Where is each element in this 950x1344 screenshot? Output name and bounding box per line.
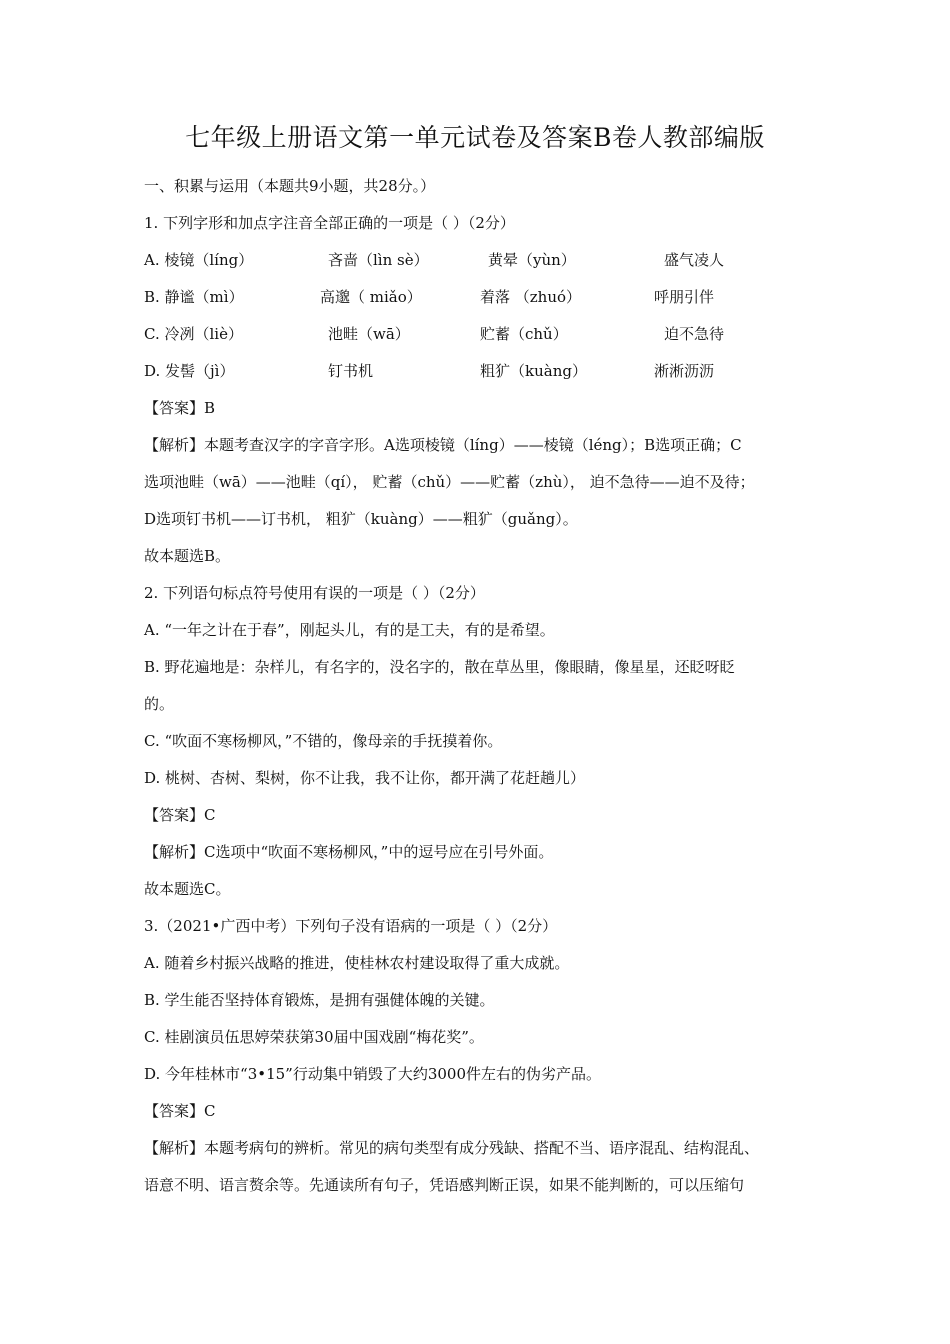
- q1-b-item-2: 高邈（ miǎo）: [320, 288, 422, 306]
- q1-analysis-line-2: 选项池畦（wā）——池畦（qí）， 贮蓄（chǔ）——贮蓄（zhù）， 迫不急待——迫不及待；: [144, 473, 755, 491]
- q3-analysis-line-1: 【解析】本题考病句的辨析。常见的病句类型有成分残缺、搭配不当、语序混乱、结构混乱、: [144, 1139, 760, 1157]
- q2-option-c: C. “吹面不寒杨柳风，”不错的，像母亲的手抚摸着你。: [144, 732, 503, 750]
- q1-stem: 1. 下列字形和加点字注音全部正确的一项是（ ）（2分）: [144, 214, 515, 232]
- q3-analysis-line-2: 语意不明、语言赘余等。先通读所有句子，凭语感判断正误，如果不能判断的，可以压缩句: [144, 1176, 745, 1194]
- q2-conclusion: 故本题选C。: [144, 880, 231, 898]
- q3-option-a: A. 随着乡村振兴战略的推进，使桂林农村建设取得了重大成就。: [144, 954, 570, 972]
- q1-b-item-1: B. 静谧（mì）: [144, 288, 244, 306]
- q1-d-item-2: 钉书机: [328, 362, 374, 380]
- q2-option-a: A. “一年之计在于春”，刚起头儿，有的是工夫，有的是希望。: [144, 621, 555, 639]
- section-heading: 一、积累与运用（本题共9小题，共28分。）: [144, 177, 436, 195]
- q2-analysis: 【解析】C选项中“吹面不寒杨柳风，”中的逗号应在引号外面。: [144, 843, 554, 861]
- q3-option-c: C. 桂剧演员伍思婷荣获第30届中国戏剧“梅花奖”。: [144, 1028, 484, 1046]
- q3-option-d: D. 今年桂林市“3•15”行动集中销毁了大约3000件左右的伪劣产品。: [144, 1065, 602, 1083]
- q3-answer: 【答案】C: [144, 1102, 216, 1120]
- q1-conclusion: 故本题选B。: [144, 547, 231, 565]
- q1-analysis-line-1: 【解析】本题考查汉字的字音字形。A选项棱镜（líng）——棱镜（léng）；B选项正确；C: [144, 436, 742, 454]
- q2-answer: 【答案】C: [144, 806, 216, 824]
- q1-b-item-4: 呼朋引伴: [654, 288, 715, 306]
- q2-option-b-cont: 的。: [144, 695, 175, 713]
- q3-stem: 3.（2021•广西中考）下列句子没有语病的一项是（ ）（2分）: [144, 917, 558, 935]
- q1-a-item-1: A. 棱镜（líng）: [144, 251, 254, 269]
- q1-d-item-1: D. 发髻（jì）: [144, 362, 235, 380]
- q1-c-item-4: 迫不急待: [664, 325, 725, 343]
- q1-d-item-3: 粗犷（kuàng）: [480, 362, 587, 380]
- q2-option-d: D. 桃树、杏树、梨树，你不让我，我不让你，都开满了花赶趟儿）: [144, 769, 586, 787]
- q1-c-item-3: 贮蓄（chǔ）: [480, 325, 568, 343]
- q1-d-item-4: 淅淅沥沥: [654, 362, 715, 380]
- q3-option-b: B. 学生能否坚持体育锻炼，是拥有强健体魄的关键。: [144, 991, 495, 1009]
- q1-a-item-3: 黄晕（yùn）: [488, 251, 576, 269]
- q1-a-item-4: 盛气凌人: [664, 251, 725, 269]
- q1-answer: 【答案】B: [144, 399, 216, 417]
- q2-option-b: B. 野花遍地是：杂样儿，有名字的，没名字的，散在草丛里，像眼睛，像星星，还眨呀眨: [144, 658, 735, 676]
- q1-a-item-2: 吝啬（lìn sè）: [328, 251, 429, 269]
- q1-c-item-2: 池畦（wā）: [328, 325, 410, 343]
- q1-analysis-line-3: D选项钉书机——订书机， 粗犷（kuàng）——粗犷（guǎng）。: [144, 510, 578, 528]
- q2-stem: 2. 下列语句标点符号使用有误的一项是（ ）（2分）: [144, 584, 485, 602]
- q1-c-item-1: C. 冷冽（liè）: [144, 325, 243, 343]
- document-title: 七年级上册语文第一单元试卷及答案B卷人教部编版: [185, 123, 765, 152]
- q1-b-item-3: 着落 （zhuó）: [480, 288, 582, 306]
